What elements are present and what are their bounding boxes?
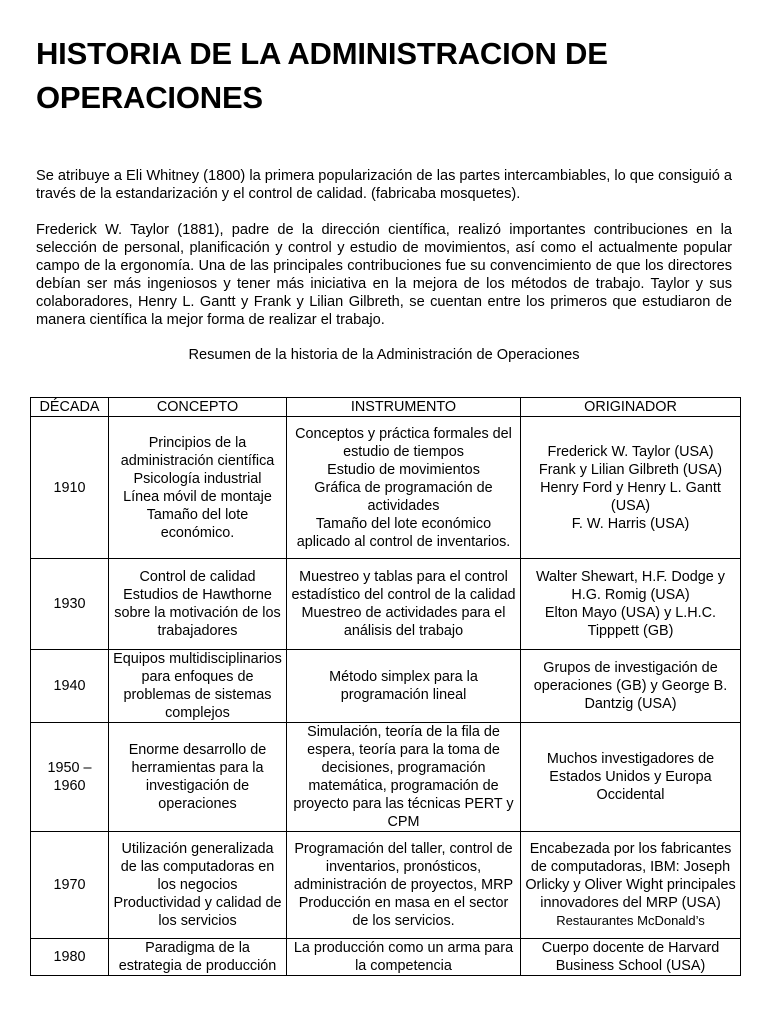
instrument-line: Programación del taller, control de inventarios, pronósticos, administración de proyectos, MRP [293, 841, 514, 893]
concept-line: Productividad y calidad de los servicios [113, 895, 282, 929]
instrument-line: Simulación, teoría de la fila de espera, teoría para la toma de decisiones, programación matemática, programación de proyecto para las técnicas PERT y CPM [293, 724, 514, 830]
concept-cell [109, 723, 287, 832]
table-row [31, 939, 741, 976]
title-line-2: OPERACIONES [36, 80, 263, 115]
instrument-line: La producción como un arma para la competencia [293, 940, 514, 974]
concept-line: Paradigma de la estrategia de producción [118, 940, 277, 974]
concept-line: Control de calidad [139, 569, 256, 585]
paragraph-eli-whitney: Se atribuye a Eli Whitney (1800) la primera popularización de las partes intercambiables, lo que consiguió a través de la estandarización y el control de calidad. (fabricaba mosquetes). [36, 168, 733, 202]
table-row [31, 723, 741, 832]
page-title [36, 32, 736, 120]
concept-cell [109, 939, 287, 976]
originator-line: F. W. Harris (USA) [571, 515, 690, 532]
history-table [30, 397, 741, 976]
header-originator: ORIGINADOR [521, 398, 741, 417]
instrument-cell [287, 417, 521, 559]
table-row [31, 650, 741, 723]
decade-cell: 1910 [31, 417, 109, 559]
instrument-cell [287, 939, 521, 976]
concept-cell [109, 417, 287, 559]
paragraph-taylor: Frederick W. Taylor (1881), padre de la dirección científica, realizó importantes contribuciones en la selección de personal, planificación y control y estudio de movimientos, así como el actualmente popular campo de la ergonomía. Una de las principales contribuciones fue su convencimiento de que los directores debían ser más ingeniosos y tener más iniciativa en la mejora de los métodos de trabajo. Taylor y sus colaboradores, Henry L. Gantt y Frank y Lilian Gilbreth, se cuentan entre los primeros que estudiaron de manera científica la mejor forma de realizar el trabajo. [36, 222, 732, 328]
table-row [31, 559, 741, 650]
concept-line: Línea móvil de montaje [123, 488, 272, 505]
concept-line: Equipos multidisciplinarios para enfoques de problemas de sistemas complejos [113, 651, 282, 721]
instrument-line: Gráfica de programación de actividades [314, 479, 493, 514]
table-caption: Resumen de la historia de la Administración de Operaciones [188, 347, 580, 363]
originator-line: Muchos investigadores de Estados Unidos y Europa Occidental [546, 751, 715, 803]
concept-line: Principios de la administración científica [120, 434, 275, 469]
instrument-line: Método simplex para la programación lineal [329, 669, 478, 703]
instrument-cell [287, 723, 521, 832]
instrument-cell [287, 832, 521, 939]
header-instrument: INSTRUMENTO [287, 398, 521, 417]
originator-line: Walter Shewart, H.F. Dodge y H.G. Romig (USA) [535, 569, 725, 603]
instrument-line: Tamaño del lote económico aplicado al control de inventarios. [296, 515, 511, 550]
instrument-line: Producción en masa en el sector de los servicios. [298, 895, 509, 929]
title-line-1: HISTORIA DE LA ADMINISTRACION DE [36, 36, 608, 71]
concept-cell [109, 559, 287, 650]
instrument-line: Muestreo de actividades para el análisis del trabajo [301, 605, 506, 639]
decade-cell: 1950 – 1960 [31, 723, 109, 832]
decade-cell: 1980 [31, 939, 109, 976]
originator-line: Frederick W. Taylor (USA) [547, 443, 714, 460]
concept-line: Tamaño del lote económico. [146, 506, 249, 541]
header-concept: CONCEPTO [109, 398, 287, 417]
originator-line: Cuerpo docente de Harvard Business School (USA) [541, 940, 720, 974]
concept-line: Estudios de Hawthorne sobre la motivación de los trabajadores [114, 587, 281, 639]
originator-line-small: Restaurantes McDonald’s [556, 913, 705, 928]
originator-line: Frank y Lilian Gilbreth (USA) [538, 461, 723, 478]
originator-line: Elton Mayo (USA) y L.H.C. Tipppett (GB) [544, 605, 717, 639]
originator-cell [521, 723, 741, 832]
originator-line: Henry Ford y Henry L. Gantt (USA) [540, 479, 721, 514]
originator-cell [521, 417, 741, 559]
concept-cell [109, 832, 287, 939]
originator-line: Encabezada por los fabricantes de computadoras, IBM: Joseph Orlicky y Oliver Wight principales innovadores del MRP (USA) [525, 841, 736, 911]
table-row [31, 832, 741, 939]
instrument-cell [287, 559, 521, 650]
concept-line: Enorme desarrollo de herramientas para la investigación de operaciones [128, 742, 267, 812]
table-row [31, 417, 741, 559]
concept-line: Psicología industrial [133, 470, 262, 487]
originator-cell [521, 832, 741, 939]
originator-cell [521, 939, 741, 976]
originator-line: Grupos de investigación de operaciones (GB) y George B. Dantzig (USA) [533, 660, 728, 712]
instrument-cell [287, 650, 521, 723]
decade-cell: 1940 [31, 650, 109, 723]
decade-cell: 1930 [31, 559, 109, 650]
originator-cell [521, 559, 741, 650]
instrument-line: Muestreo y tablas para el control estadístico del control de la calidad [291, 569, 516, 603]
concept-line: Utilización generalizada de las computadoras en los negocios [120, 841, 275, 893]
originator-cell [521, 650, 741, 723]
instrument-line: Conceptos y práctica formales del estudio de tiempos [295, 425, 512, 460]
instrument-line: Estudio de movimientos [327, 461, 480, 478]
concept-cell [109, 650, 287, 723]
decade-cell: 1970 [31, 832, 109, 939]
table-header-row [31, 398, 741, 417]
header-decade: DÉCADA [31, 398, 109, 417]
